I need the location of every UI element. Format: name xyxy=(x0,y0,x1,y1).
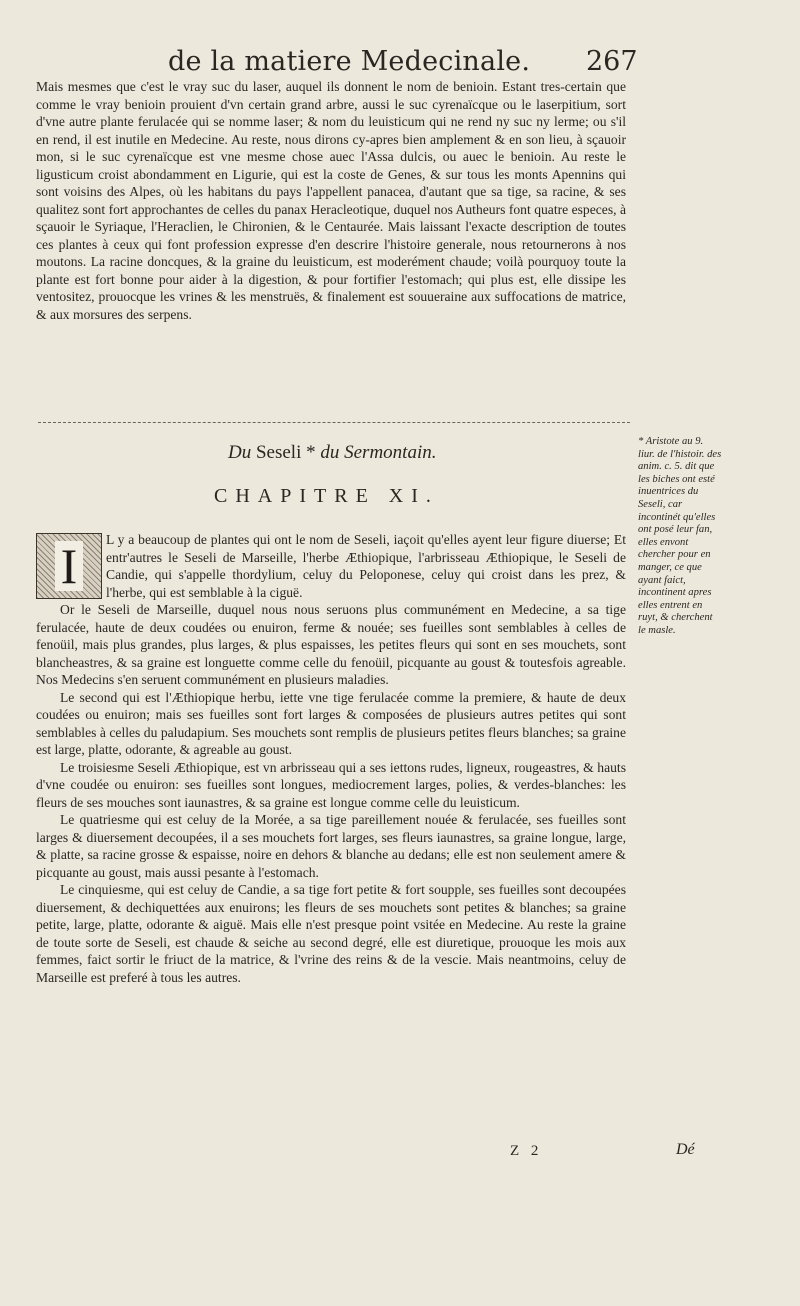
running-title: de la matiere Medecinale. xyxy=(168,46,531,77)
section-title-lead: Du xyxy=(228,442,252,463)
catchword: Dé xyxy=(676,1141,695,1158)
intro-text-block xyxy=(36,78,626,323)
paragraph-6: Le cinquiesme, qui est celuy de Candie, a sa tige fort petite & fort soupple, ses fueilles sont decoupées diuersement, & dechiquettées aux enuirons; les fleurs de ses mouchets sont petites & blanches; sa graine petite, large, platte, odorante & aiguë. Mais elle n'est presque point vsitée en Medecine. Au reste la graine de toute sorte de Seseli, est chaude & seiche au second degré, elle est diuretique, prouoque les mois aux femmes, faict sortir le friuct de la matrice, & l'vrine des reins & de la vescie. Mais neantmoins, celuy de Marseille est preferé à tous les autres. xyxy=(36,882,626,985)
section-title-mark: * xyxy=(306,442,316,463)
page-number: 267 xyxy=(586,46,638,77)
section-title-main: Seseli xyxy=(255,442,302,463)
drop-cap-letter: I xyxy=(55,541,84,591)
paragraph-1: L y a beaucoup de plantes qui ont le nom de Seseli, iaçoit qu'elles ayent leur figure diuerse; Et entr'autres le Seseli de Marseille, l'herbe Æthiopique, l'arbrisseau Æthiopique, le Seseli de Candie, qui s'appelle thordylium, celuy du Peloponese, celuy qui croist dans les prez, & l'herbe, qui est semblable à la ciguë. xyxy=(106,532,626,600)
marginal-note: * Aristote au 9. liur. de l'histoir. des anim. c. 5. dit que les biches ont esté inuentrices du Seseli, car incontinét qu'elles ont posé leur fan, elles envont chercher pour en manger, ce que ayant faict, incontinent apres elles entrent en ruyt, & cherchent le masle. xyxy=(638,436,722,636)
signature-mark: Z 2 xyxy=(510,1143,543,1159)
chapter-text-block xyxy=(36,531,626,986)
paragraph-2: Or le Seseli de Marseille, duquel nous nous seruons plus communément en Medecine, a sa tige ferulacée, haute de deux coudées ou enuiron, ferme & nouée; ses fueilles sont semblables à celles de fenoüil, mais plus grandes, plus larges, & plus espaisses, les petites fleurs qui sont en ses mouchets, sont blancheastres, & sa graine est longuette comme celle du fenoüil, picquante au goust & toutesfois agreable. Nos Medecins s'en seruent communément en plusieurs maladies. xyxy=(36,602,626,687)
paragraph-3: Le second qui est l'Æthiopique herbu, iette vne tige ferulacée comme la premiere, & haute de deux coudées ou enuiron; mais ses fueilles sont fort larges & composées de plusieurs autres petites qui sont semblables à celles du paludapium. Ses mouchets sont remplis de plusieurs petites fleurs blanches; sa graine est large, platte, odorante, & agreable au goust. xyxy=(36,689,626,757)
paragraph-4: Le troisiesme Seseli Æthiopique, est vn arbrisseau qui a ses iettons rudes, ligneux, rougeastres, & hauts d'vne coudée ou enuiron: ses fueilles sont longues, mediocrement larges, polies, & verdes-blanches: les fleurs de ses mouches sont iaunastres, & sa graine est longue comme celle du leuisticum. xyxy=(36,759,626,810)
section-title-tail: du Sermontain. xyxy=(320,442,437,463)
section-title xyxy=(228,442,436,464)
paragraph-5: Le quatriesme qui est celuy de la Morée, a sa tige pareillement nouée & ferulacée, ses fueilles sont larges & diuersement decoupées, il a ses mouchets fort larges, ses fleurs iaunastres, sa graine longue, large, & platte, sa racine grosse & espaisse, noire en dehors & blanche au dedans; elle est non seulement amere & picquante au goust, mais aussi pesante à l'estomach. xyxy=(36,812,626,880)
chapter-label: CHAPITRE XI. xyxy=(214,485,439,507)
intro-paragraph: Mais mesmes que c'est le vray suc du laser, auquel ils donnent le nom de benioin. Estant tres-certain que comme le vray benioin prouient d'vn certain grand arbre, aussi le suc cyrenaïcque ou le laserpitium, sort d'vne autre plante ferulacée qui se nomme laser; & nom du leuisticum qui ne rend ny suc ny lerme; ou s'il en rend, il est inutile en Medecine. Au reste, nous dirons cy-apres bien amplement & en son lieu, à sçauoir mon, si le suc cyrenaïcque est vne mesme chose auec l'Assa dulcis, ou auec le benioin. Au reste le ligusticum croist abondamment en Ligurie, qui est la coste de Genes, & sur tous les monts Apennins qui sont voisins des Alpes, où les habitans du pays l'appellent panacea, d'autant que sa tige, sa racine, & ses qualitez sont fort approchantes de celles du panax Heracleotique, duquel nos Autheurs font quatre especes, à sçauoir le Syriaque, l'Heraclien, le Chironien, & le Centaurée. Mais laissant l'exacte description de toutes ces plantes à ceux qui font profession expresse d'en descrire l'histoire generale, nous retournerons à nos moutons. La racine doncques, & la graine du leuisticum, est moderément chaude; voilà pourquoy toute la plante est fort bonne pour aider à la digestion, & pour fortifier l'estomach; qui plus est, elle dissipe les ventositez, prouocque les vrines & les menstruës, & finalement est souueraine aux suffocations de matrice, & aux morsures des serpens. xyxy=(36,79,626,322)
section-divider xyxy=(38,422,630,423)
